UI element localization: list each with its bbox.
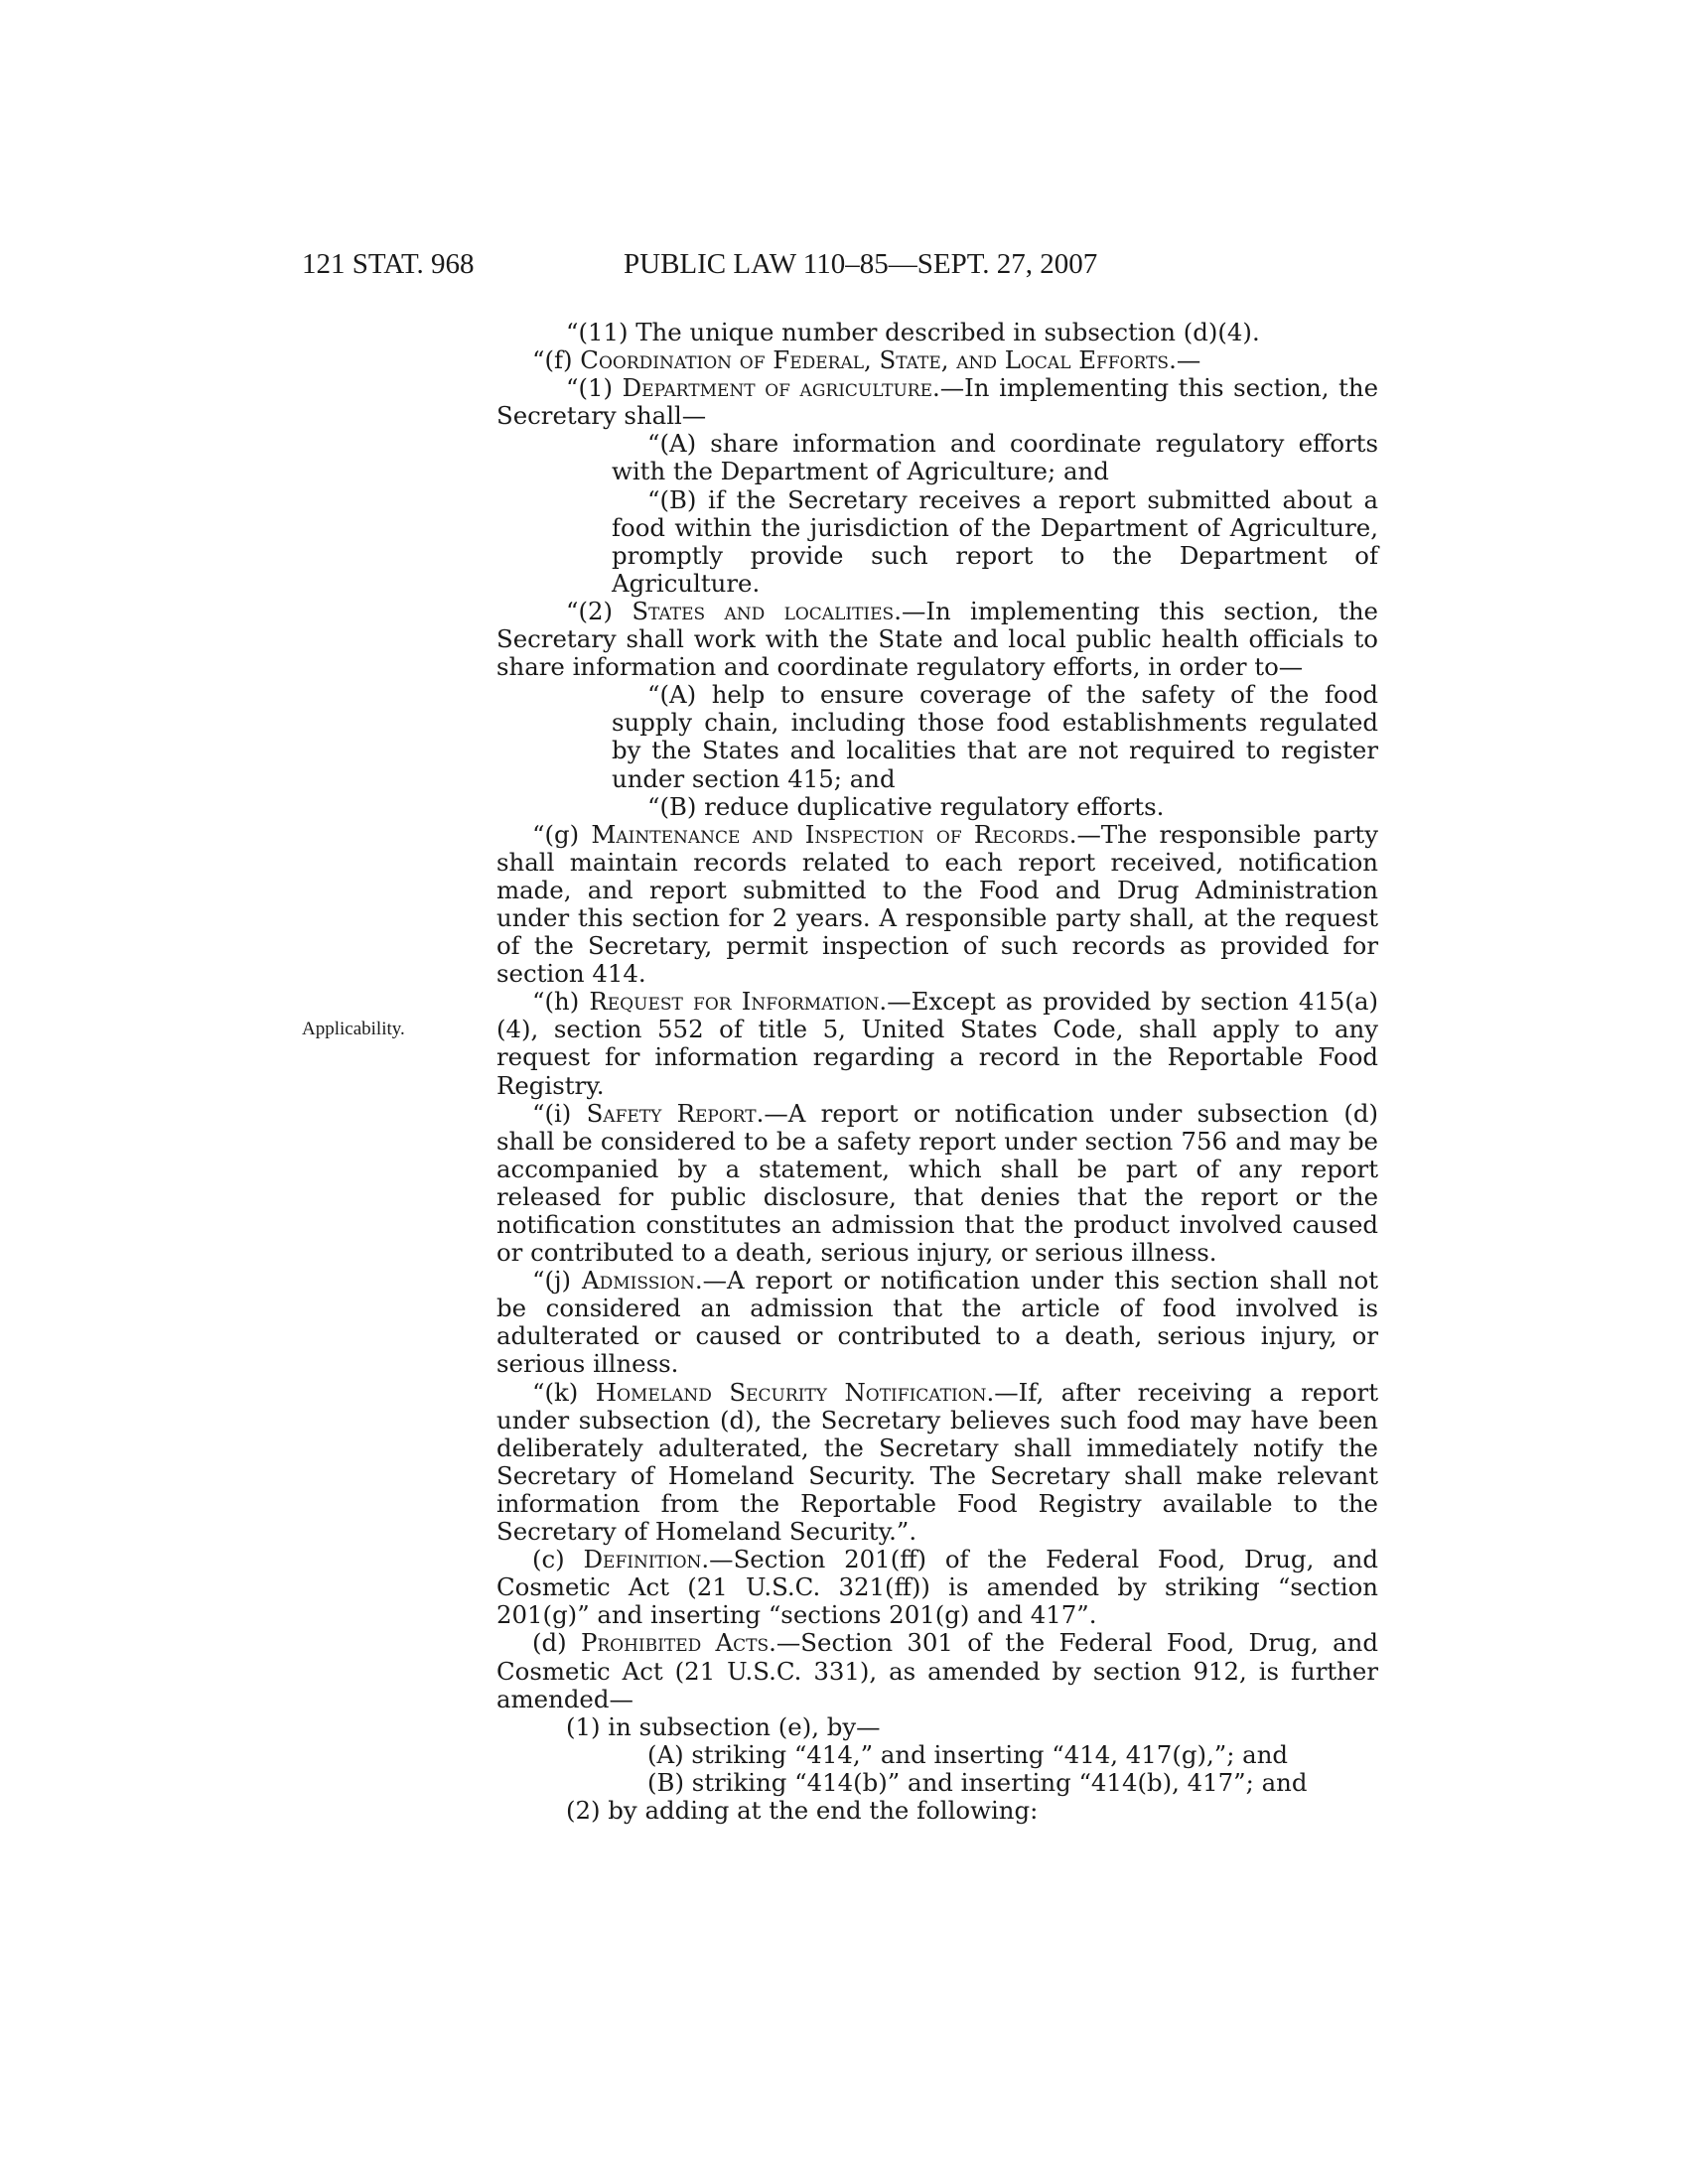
paragraph-f-1-b: “(B) if the Secretary receives a report submitted about a food within the jurisdiction of the Department of Agriculture, promptly provide such report to the Department of Agriculture. bbox=[612, 484, 1378, 598]
paragraph-f-2-a: “(A) help to ensure coverage of the safety of the food supply chain, including those food establishments regulated by the States and localities that are not required to register under section 415; and bbox=[612, 680, 1378, 793]
paragraph-f-1-a: “(A) share information and coordinate regulatory efforts with the Department of Agriculture; and bbox=[612, 429, 1378, 486]
paragraph-d-1-b: (B) striking “414(b)” and inserting “414(b), 417”; and bbox=[647, 1767, 1308, 1797]
margin-note-applicability: Applicability. bbox=[302, 1019, 405, 1039]
paragraph-f-2-b: “(B) reduce duplicative regulatory efforts. bbox=[647, 791, 1165, 821]
paragraph-h: “(h) Request for Information.—Except as provided by section 415(a)(4), section 552 of title 5, United States Code, shall apply to any request for information regarding a record in the Reportable Food Registry. bbox=[496, 987, 1379, 1100]
paragraph-i: “(i) Safety Report.—A report or notification under subsection (d) shall be considered to be a safety report under section 756 and may be accompanied by a statement, which shall be part of any report released for public disclosure, that denies that the report or the notification constitutes an admission that the product involved caused or contributed to a death, serious injury, or serious illness. bbox=[496, 1098, 1378, 1268]
paragraph-k: “(k) Homeland Security Notification.—If, after receiving a report under subsection (d), the Secretary believes such food may have been deliberately adulterated, the Secretary shall immediately notify the Secretary of Homeland Security. The Secretary shall make relevant information from the Reportable Food Registry available to the Secretary of Homeland Security.”. bbox=[496, 1377, 1378, 1547]
page-title: PUBLIC LAW 110–85—SEPT. 27, 2007 bbox=[624, 248, 1098, 280]
paragraph-d-2: (2) by adding at the end the following: bbox=[566, 1795, 1039, 1825]
document-body bbox=[496, 319, 1378, 1825]
paragraph-f-11: “(11) The unique number described in subsection (d)(4). bbox=[566, 318, 1260, 346]
paragraph-d-1: (1) in subsection (e), by— bbox=[566, 1711, 881, 1741]
stat-page-number: 121 STAT. 968 bbox=[302, 248, 475, 280]
paragraph-f-2: “(2) States and localities.—In implementing this section, the Secretary shall work with the State and local public health officials to share information and coordinate regulatory efforts, in order to— bbox=[496, 596, 1378, 682]
paragraph-j: “(j) Admission.—A report or notification under this section shall not be considered an admission that the article of food involved is adulterated or caused or contributed to a death, serious injury, or serious illness. bbox=[496, 1266, 1378, 1379]
paragraph-f-1: “(1) Department of agriculture.—In implementing this section, the Secretary shall— bbox=[496, 373, 1378, 431]
paragraph-c: (c) Definition.—Section 201(ff) of the Federal Food, Drug, and Cosmetic Act (21 U.S.C. 321(ff)) is amended by striking “section 201(g)” and inserting “sections 201(g) and 417”. bbox=[496, 1545, 1378, 1630]
paragraph-d-1-a: (A) striking “414,” and inserting “414, 417(g),”; and bbox=[647, 1739, 1289, 1769]
paragraph-d: (d) Prohibited Acts.—Section 301 of the Federal Food, Drug, and Cosmetic Act (21 U.S.C. 331), as amended by section 912, is further amended— bbox=[496, 1628, 1378, 1713]
paragraph-g: “(g) Maintenance and Inspection of Records.—The responsible party shall maintain records related to each report received, notification made, and report submitted to the Food and Drug Administration under this section for 2 years. A responsible party shall, at the request of the Secretary, permit inspection of such records as provided for section 414. bbox=[496, 819, 1378, 989]
paragraph-f: “(f) Coordination of Federal, State, and Local Efforts.— bbox=[532, 345, 1201, 375]
